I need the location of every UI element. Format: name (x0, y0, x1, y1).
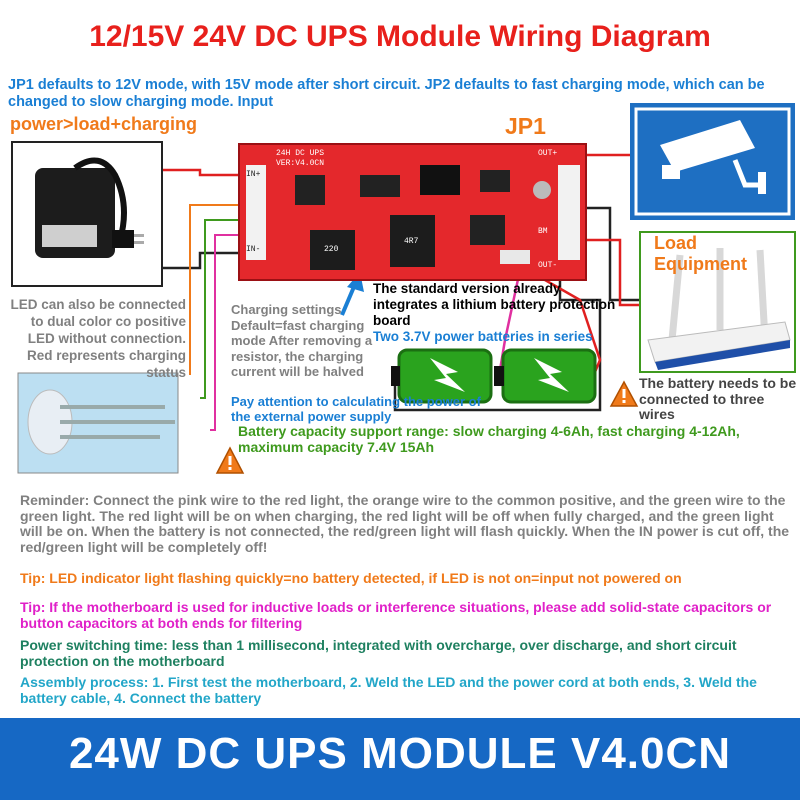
board-version: VER:V4.0CN (276, 159, 325, 168)
capacity-note: Battery capacity support range: slow charging 4-6Ah, fast charging 4-12Ah, maximum capacity 7.4V 15Ah (238, 423, 740, 455)
ups-pcb-board (238, 143, 587, 281)
cctv-camera-icon (630, 103, 795, 220)
footer-title: 24W DC UPS MODULE V4.0CN (68, 729, 732, 778)
standard-version-note: The standard version already integrates a lithium battery protection board (373, 281, 616, 328)
jumper-note: JP1 defaults to 12V mode, with 15V mode after short circuit. JP2 defaults to fast charging mode, which can be changed to slow charging mode. Input (8, 77, 765, 110)
jp1-label: JP1 (505, 113, 546, 139)
two-batteries-note: Two 3.7V power batteries in series (373, 329, 593, 344)
inductor-4r7-label: 4R7 (404, 237, 419, 246)
pay-attention-note: Pay attention to calculating the power of the external power supply (231, 394, 481, 424)
tip-filtering: Tip: If the motherboard is used for inductive loads or interference situations, please add solid-state capacitors or button capacitors at both ends for filtering (20, 599, 772, 631)
out-plus-label: OUT+ (538, 149, 558, 158)
led-icon (18, 373, 178, 473)
tip-led: Tip: LED indicator light flashing quickly=no battery detected, if LED is not on=input not powered on (20, 570, 682, 586)
board-name: 24H DC UPS (276, 149, 325, 158)
load-equipment-label: Load Equipment (654, 233, 747, 274)
out-minus-label: OUT- (538, 261, 558, 270)
page-title: 12/15V 24V DC UPS Module Wiring Diagram (89, 20, 711, 53)
warning-icon (611, 382, 637, 406)
battery-icon (494, 350, 595, 402)
led-note: LED can also be connected to dual color co positive LED without connection. Red represents charging status (10, 297, 186, 380)
input-negative-wire (160, 253, 240, 268)
power-adapter-icon (12, 142, 162, 286)
in-plus-label: IN+ (246, 170, 261, 179)
bm-label: BM (538, 227, 548, 236)
in-minus-label: IN- (246, 245, 261, 254)
charging-settings-note: Charging settings Default=fast charging mode After removing a resistor, the charging current will be halved (231, 302, 373, 379)
reminder-text: Reminder: Connect the pink wire to the red light, the orange wire to the common positive, and the green wire to the green light. The red light will be on when charging, the red light will be off when fully charged, and the green light will be on. When the battery is not connected, the red/green light will flash quickly. When the IN power is cut off, the red/green light will be completely off! (20, 492, 790, 555)
input-positive-wire (160, 170, 240, 175)
inductor-220-label: 220 (324, 245, 339, 254)
power-switching-note: Power switching time: less than 1 millisecond, integrated with overcharge, over discharge, and short circuit protection on the motherboard (20, 637, 737, 669)
mode-label: power>load+charging (10, 114, 198, 134)
assembly-process-note: Assembly process: 1. First test the motherboard, 2. Weld the LED and the power cord at both ends, 3. Weld the battery cable, 4. Connect the battery (20, 674, 757, 706)
battery-wires-note: The battery needs to be connected to three wires (639, 375, 797, 422)
